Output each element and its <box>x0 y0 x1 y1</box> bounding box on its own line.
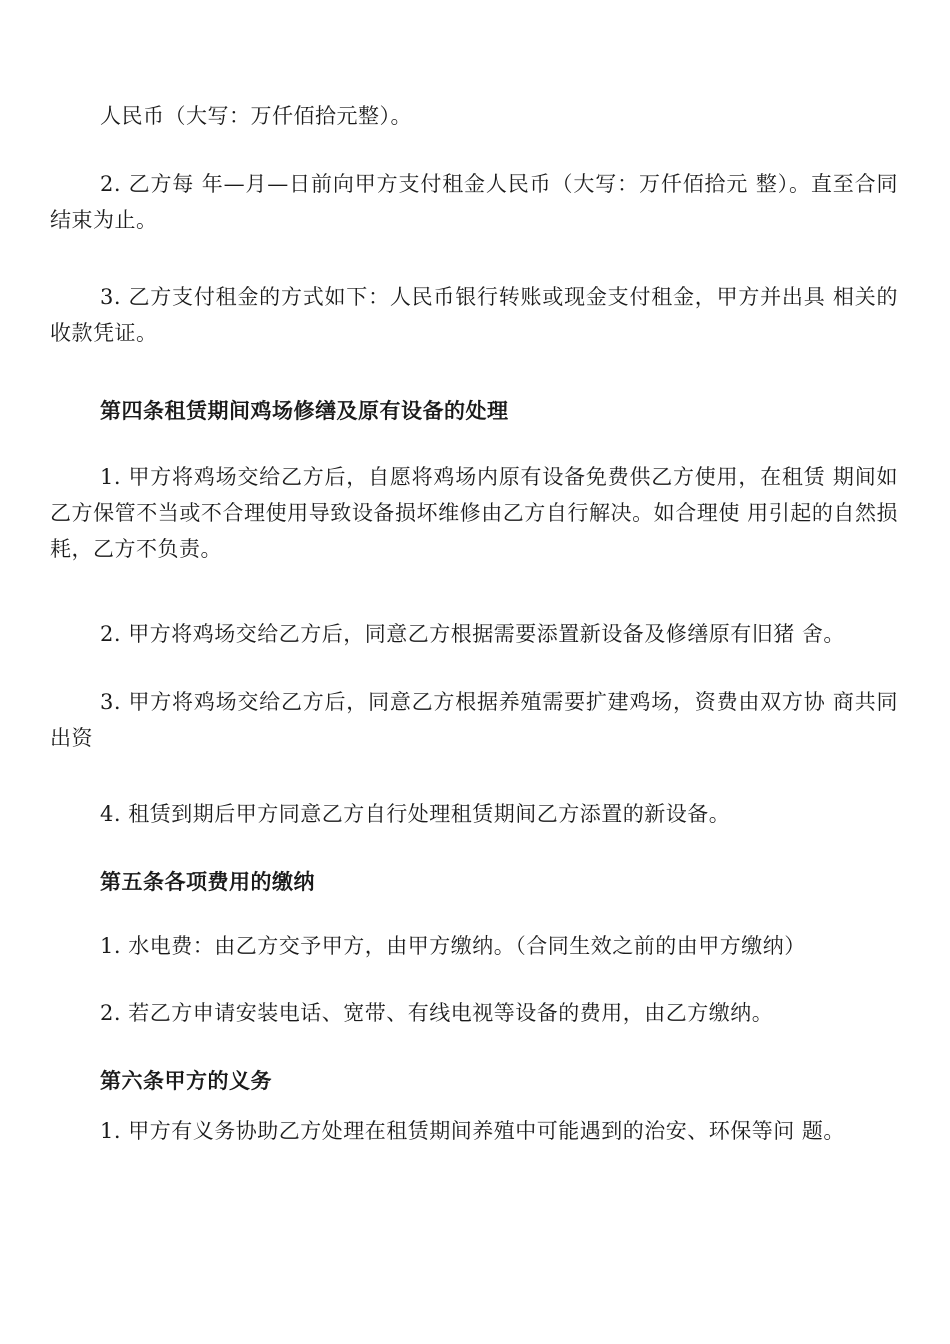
article-6-heading: 第六条甲方的义务 <box>100 1069 272 1093</box>
article-4-heading: 第四条租赁期间鸡场修缮及原有设备的处理 <box>100 399 509 423</box>
article-4-item-4: 4. 租赁到期后甲方同意乙方自行处理租赁期间乙方添置的新设备。 <box>100 802 731 826</box>
article-4-item-3: 3. 甲方将鸡场交给乙方后，同意乙方根据养殖需要扩建鸡场，资费由双方协 商共同出资 <box>50 690 898 750</box>
article-4-item-2: 2. 甲方将鸡场交给乙方后，同意乙方根据需要添置新设备及修缮原有旧猪 舍。 <box>100 622 845 646</box>
article-6-item-1: 1. 甲方有义务协助乙方处理在租赁期间养殖中可能遇到的治安、环保等问 题。 <box>100 1119 845 1143</box>
payment-amount-line: 人民币（大写：万仟佰拾元整）。 <box>100 104 412 128</box>
article-5-heading: 第五条各项费用的缴纳 <box>100 870 315 894</box>
clause-3-item-3: 3. 乙方支付租金的方式如下：人民币银行转账或现金支付租金，甲方并出具 相关的收款凭证。 <box>50 285 898 345</box>
article-5-item-2: 2. 若乙方申请安装电话、宽带、有线电视等设备的费用，由乙方缴纳。 <box>100 1001 774 1025</box>
clause-3-item-2: 2. 乙方每 年—月—日前向甲方支付租金人民币（大写：万仟佰拾元 整）。直至合同结束为止。 <box>50 172 898 232</box>
article-4-item-1: 1. 甲方将鸡场交给乙方后，自愿将鸡场内原有设备免费供乙方使用，在租赁 期间如乙方保管不当或不合理使用导致设备损坏维修由乙方自行解决。如合理使 用引起的自然损耗，乙方不负责。 <box>50 465 898 561</box>
article-5-item-1: 1. 水电费：由乙方交予甲方，由甲方缴纳。（合同生效之前的由甲方缴纳） <box>100 934 806 958</box>
